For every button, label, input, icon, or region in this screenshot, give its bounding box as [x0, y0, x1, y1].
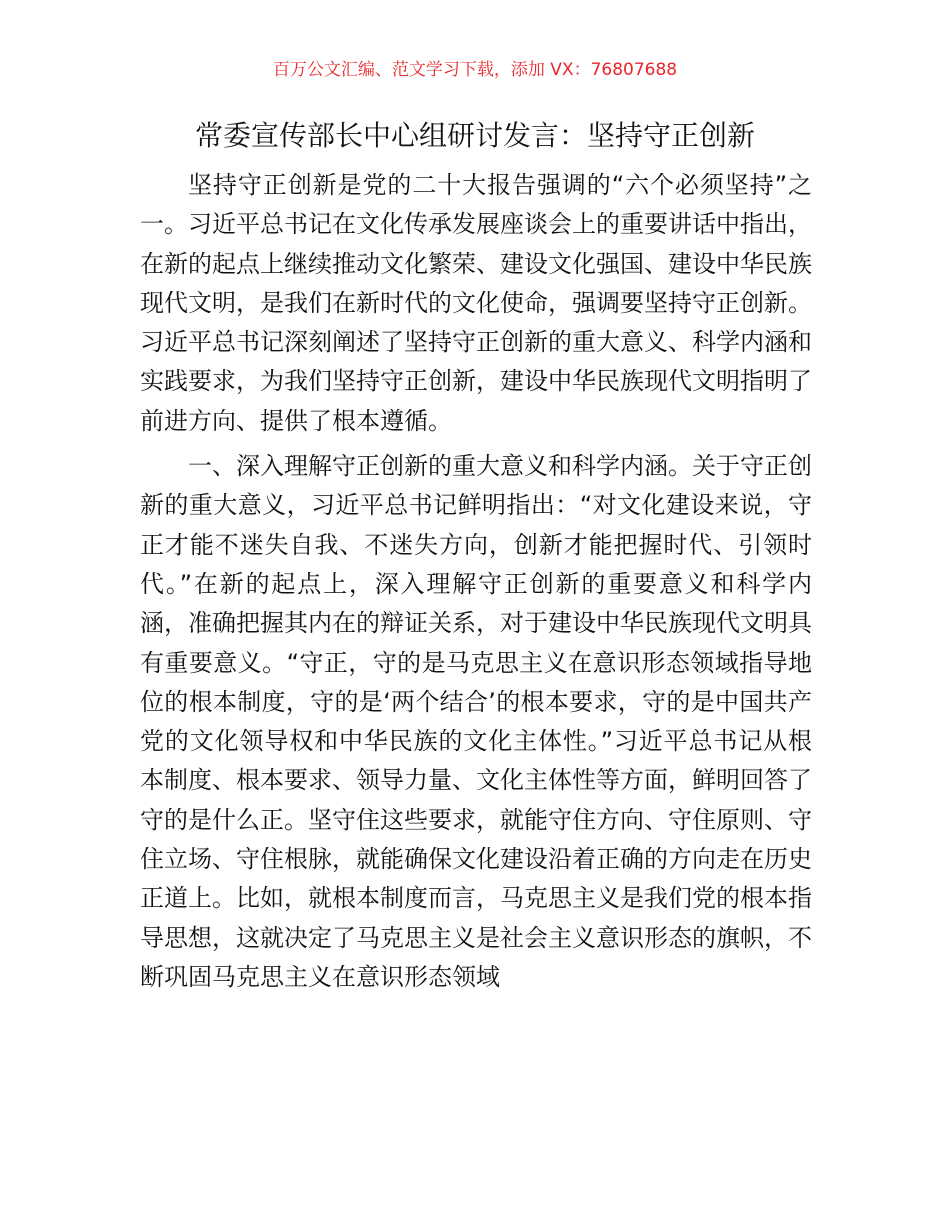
paragraph-section-one: 一、深入理解守正创新的重大意义和科学内涵。关于守正创新的重大意义，习近平总书记鲜明指出：“对文化建设来说，守正才能不迷失自我、不迷失方向，创新才能把握时代、引领时代。”在新的起点上，深入理解守正创新的重要意义和科学内涵，准确把握其内在的辩证关系，对于建设中华民族现代文明具有重要意义。“守正，守的是马克思主义在意识形态领域指导地位的根本制度，守的是‘两个结合’的根本要求，守的是中国共产党的文化领导权和中华民族的文化主体性。”习近平总书记从根本制度、根本要求、领导力量、文化主体性等方面，鲜明回答了守的是什么正。坚守住这些要求，就能守住方向、守住原则、守住立场、守住根脉，就能确保文化建设沿着正确的方向走在历史正道上。比如，就根本制度而言，马克思主义是我们党的根本指导思想，这就决定了马克思主义是社会主义意识形态的旗帜，不断巩固马克思主义在意识形态领域: [140, 452, 812, 991]
document-body: [140, 166, 812, 997]
paragraph-intro: 坚持守正创新是党的二十大报告强调的“六个必须坚持”之一。习近平总书记在文化传承发展座谈会上的重要讲话中指出，在新的起点上继续推动文化繁荣、建设文化强国、建设中华民族现代文明，是我们在新时代的文化使命，强调要坚持守正创新。习近平总书记深刻阐述了坚持守正创新的重大意义、科学内涵和实践要求，为我们坚持守正创新，建设中华民族现代文明指明了前进方向、提供了根本遵循。: [140, 171, 812, 435]
document-title: 常委宣传部长中心组研讨发言：坚持守正创新: [194, 119, 755, 152]
promo-banner: 百万公文汇编、范文学习下载，添加 VX：76807688: [272, 60, 678, 80]
